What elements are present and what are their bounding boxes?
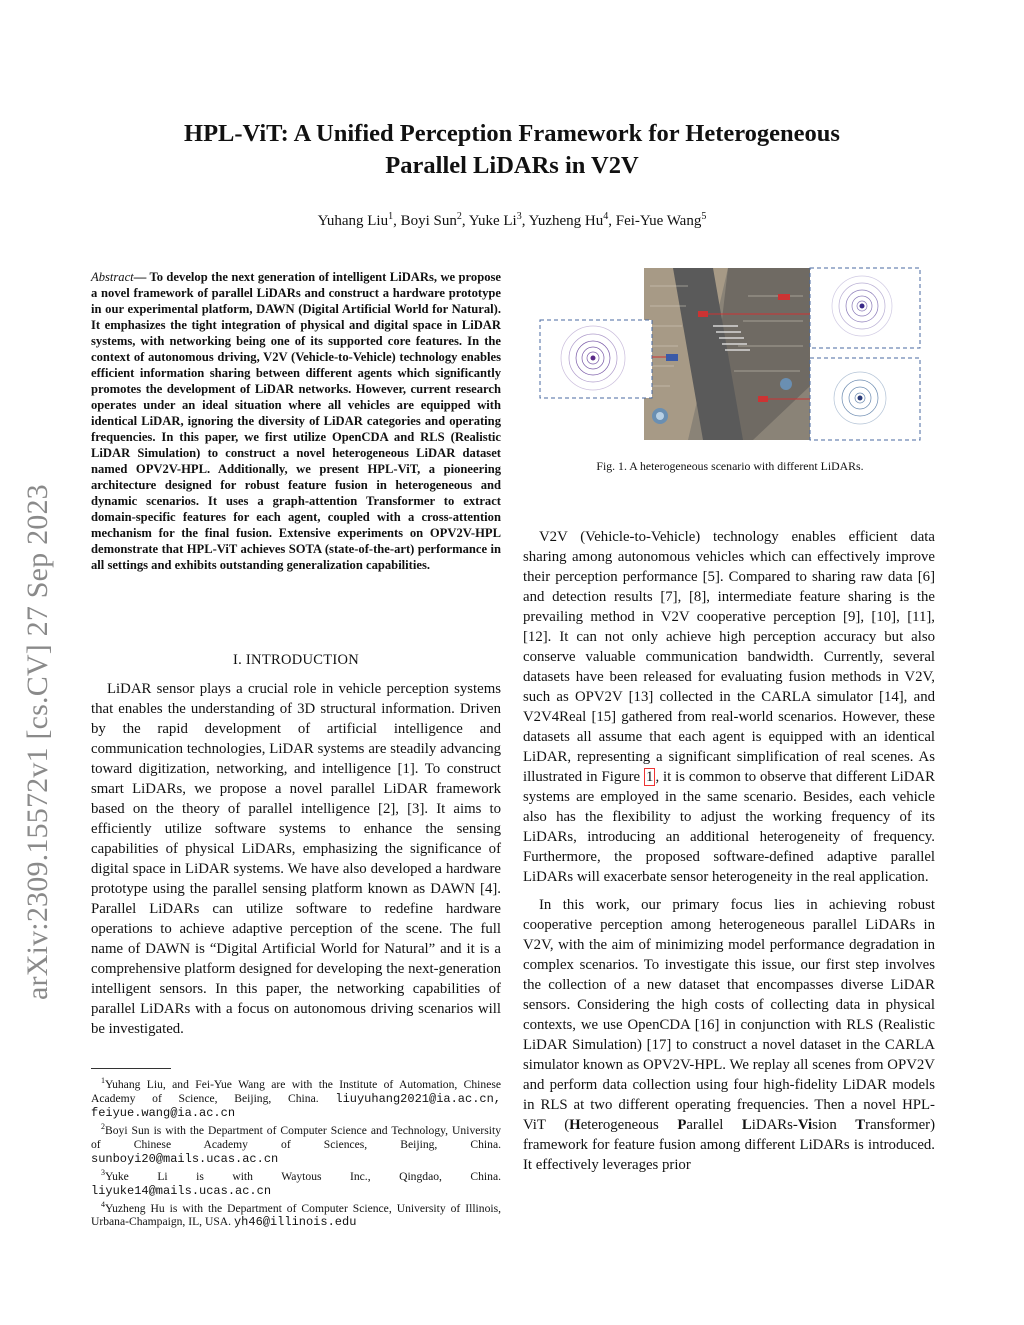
footnote <box>91 1074 501 1120</box>
paper-title <box>120 118 904 182</box>
body-paragraph <box>523 895 935 1175</box>
footnote-text: Boyi Sun is with the Department of Computer Science and Technology, University of Chinese Academy of Sciences, Beijing, China. <box>91 1123 501 1151</box>
footnote-text: Yuzheng Hu is with the Department of Computer Science, University of Illinois, Urbana-Champaign, IL, USA. <box>91 1201 501 1229</box>
footnote-rule <box>91 1068 171 1069</box>
title-line-2: Parallel LiDARs in V2V <box>385 152 639 179</box>
author-affiliation-mark: 5 <box>701 211 707 222</box>
author-affiliation-mark: 4 <box>603 211 609 222</box>
footnote-mark: 2 <box>101 1121 105 1131</box>
paragraph-text: sion <box>812 1117 856 1133</box>
footnote-email[interactable]: sunboyi20@mails.ucas.ac.cn <box>91 1151 279 1166</box>
footnote-text: Yuke Li is with Waytous Inc., Qingdao, China. <box>105 1169 501 1183</box>
acronym-letter: P <box>677 1117 687 1133</box>
arxiv-side-stamp: arXiv:2309.15572v1 [cs.CV] 27 Sep 2023 <box>21 484 54 1000</box>
footnote <box>91 1166 501 1198</box>
author-name: Yuzheng Hu <box>528 213 604 229</box>
lidar-panel-left <box>540 320 652 398</box>
acronym-letter: L <box>741 1117 752 1133</box>
aerial-city-image <box>644 268 810 440</box>
paragraph-text: ransformer) framework for feature fusion among different LiDARs is introduced. It effectively leverages prior <box>523 1117 936 1173</box>
author-affiliation-mark: 1 <box>388 211 394 222</box>
author-affiliation-mark: 3 <box>516 211 522 222</box>
figure-reference-link[interactable]: 1 <box>646 769 654 785</box>
footnote <box>91 1120 501 1166</box>
abstract-lead: Abstract <box>91 270 134 284</box>
figure-1-lidar-scenario <box>538 266 922 444</box>
paragraph-text: In this work, our primary focus lies in achieving robust cooperative perception among heterogeneous parallel LiDARs in V2V, with the aim of minimizing model performance degradation in complex scenarios. To investigate this issue, our first step involves the collection of a new dataset that encompasses diverse LiDAR sensors. Considering the high costs of collecting data in physical contexts, we use OpenCDA [16] in conjunction with RLS (Realistic LiDAR Simulation) [17] to construct a novel dataset in the CARLA simulator known as OPV2V-HPL. We replay all scenes from OPV2V and perform data collection using four high-fidelity LiDAR models in RLS at two different operating frequencies. Then a novel HPL-ViT ( <box>523 897 935 1133</box>
figure-caption: Fig. 1. A heterogeneous scenario with different LiDARs. <box>596 459 864 473</box>
paragraph-text: , it is common to observe that different LiDAR systems are employed in the same scenario. Besides, each vehicle also has the flexibility to adjust the working frequency of its LiDARs, introducing an additional heterogeneity of frequency. Furthermore, the proposed software-defined adaptive parallel LiDARs will exacerbate sensor heterogeneity in the real application. <box>523 769 935 885</box>
author-name: Yuhang Liu <box>317 213 389 229</box>
footnote-mark: 1 <box>101 1076 105 1085</box>
footnotes <box>91 1074 501 1229</box>
author-name: Yuke Li <box>468 213 517 229</box>
paragraph-text: V2V (Vehicle-to-Vehicle) technology enables efficient data sharing among autonomous vehicles which can effectively improve their perception performance [5]. Compared to sharing raw data [6] and detection results [7], [8], intermediate feature sharing is the prevailing method in V2V cooperative perception [9], [10], [11], [12]. It can not only achieve high perception accuracy but also conserve valuable communication bandwidth. Currently, several datasets have been released for evaluating fusion methods in V2V, such as OPV2V [13] collected in the CARLA simulator [14], and V2V4Real [15] gathered from real-world scenarios. However, these datasets all assume that each agent is equipped with an identical LiDAR, representing a significant simplification of real scenes. As illustrated in Figure <box>523 529 935 785</box>
title-line-1: HPL-ViT: A Unified Perception Framework for Heterogeneous <box>184 120 840 147</box>
footnote-email[interactable]: yh46@illinois.edu <box>233 1215 357 1230</box>
right-column-body <box>523 527 935 1175</box>
footnote <box>91 1198 501 1230</box>
lidar-panel-bottom-right <box>810 358 920 440</box>
abstract <box>91 269 501 573</box>
footnote-mark: 3 <box>101 1167 105 1177</box>
introduction-body <box>91 679 501 1039</box>
paragraph-text: eterogeneous <box>580 1117 678 1133</box>
footnote-email[interactable]: liuyuhang2021@ia.ac.cn, feiyue.wang@ia.ac.cn <box>91 1091 502 1120</box>
acronym-letter: H <box>569 1117 581 1133</box>
author-list: Yuhang Liu$^1$, Boyi Sun$^2$, Yuke Li$^3$, Yuzheng Hu$^4$, Fei-Yue Wang$^5$ <box>317 211 707 229</box>
body-paragraph <box>523 527 935 887</box>
footnote-text: Yuhang Liu, and Fei-Yue Wang are with the Institute of Automation, Chinese Academy of Science, Beijing, China. <box>91 1077 501 1105</box>
paragraph-text: iDARs- <box>751 1117 798 1133</box>
abstract-body: — To develop the next generation of intelligent LiDARs, we propose a novel framework of parallel LiDARs and construct a hardware prototype in our experimental platform, DAWN (Digital Artificial World for Natural). It emphasizes the tight integration of physical and digital space in LiDAR systems, with networking being one of its supported core features. In the context of autonomous driving, V2V (Vehicle-to-Vehicle) technology enables efficient information sharing between different agents which significantly promotes the development of LiDAR networks. However, current research operates under an ideal situation where all vehicles are equipped with identical LiDAR, ignoring the diversity of LiDAR categories and operating frequencies. In this paper, we first utilize OpenCDA and RLS (Realistic LiDAR Simulation) to construct a novel heterogeneous LiDAR dataset named OPV2V-HPL. Additionally, we present HPL-ViT, a pioneering architecture designed for robust feature fusion in heterogeneous and dynamic scenarios. It uses a graph-attention Transformer to extract domain-specific features for each agent, coupled with a cross-attention mechanism for the final fusion. Extensive experiments on OPV2V-HPL demonstrate that HPL-ViT achieves SOTA (state-of-the-art) performance in all settings and exhibits outstanding generalization capabilities. <box>91 270 501 572</box>
lidar-panel-top-right <box>810 268 920 348</box>
acronym-letter: T <box>855 1117 866 1133</box>
intro-paragraph: LiDAR sensor plays a crucial role in vehicle perception systems that enables the understanding of 3D structural information. Driven by the rapid development of artificial intelligence and communication technologies, LiDAR systems are steadily advancing toward digitization, networking, and intelligence [1]. To construct smart LiDARs, we propose a novel parallel LiDAR framework based on the theory of parallel intelligence [2], [3]. It aims to efficiently utilize software systems to enhance the sensing capabilities of physical LiDARs, emphasizing the significance of digital space in LiDAR systems. We have also developed a hardware prototype using the parallel sensing platform known as DAWN [4]. Parallel LiDARs can utilize software to redefine hardware operations to achieve adaptive perception of the scene. The full name of DAWN is “Digital Artificial World for Natural” and it is a comprehensive platform designed for developing the next-generation intelligent sensors. In this paper, the networking capabilities of parallel LiDARs with a focus on autonomous driving scenarios will be investigated. <box>91 681 501 1037</box>
paragraph-text: arallel <box>686 1117 742 1133</box>
author-name: Boyi Sun <box>400 213 457 229</box>
author-affiliation-mark: 2 <box>456 211 462 222</box>
footnote-mark: 4 <box>101 1199 105 1209</box>
section-heading-introduction: I. INTRODUCTION <box>232 652 360 668</box>
footnote-email[interactable]: liyuke14@mails.ucas.ac.cn <box>91 1183 272 1198</box>
author-name: Fei-Yue Wang <box>615 213 702 229</box>
acronym-letter: Vi <box>797 1117 813 1133</box>
